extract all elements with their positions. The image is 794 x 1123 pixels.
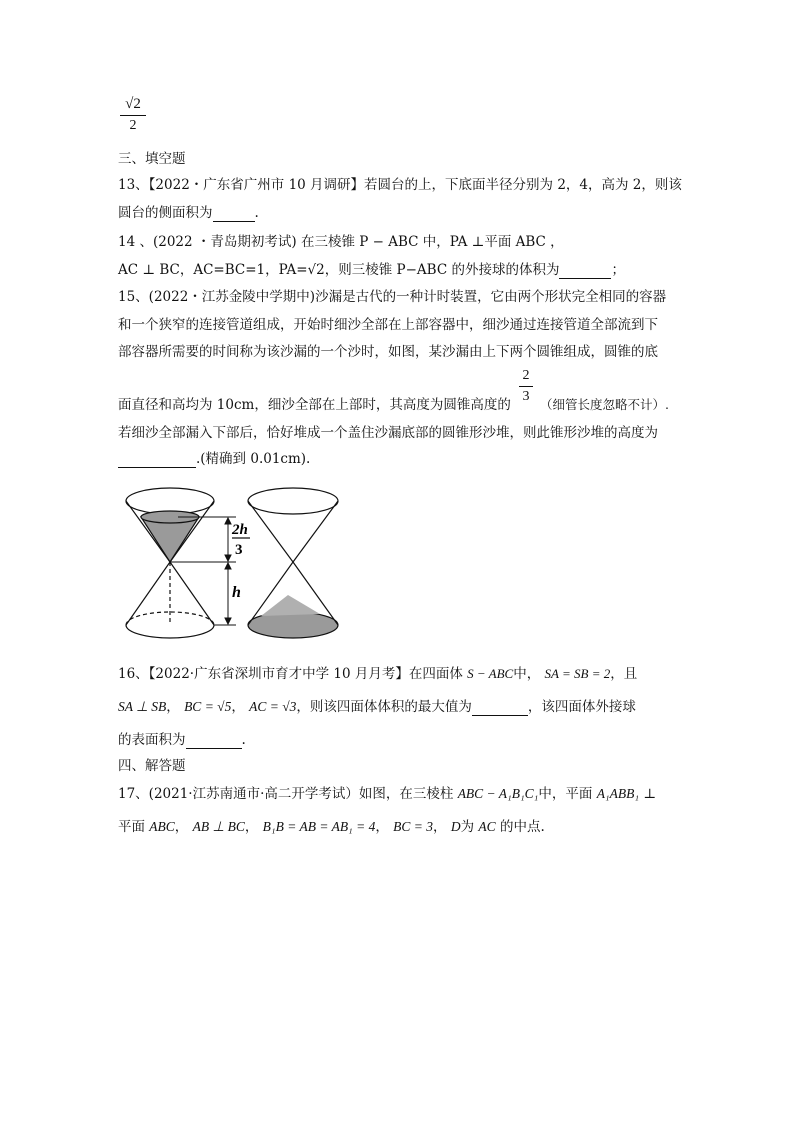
q13-answer-blank bbox=[213, 207, 255, 222]
q15-line5: 若细沙全部漏入下部后，恰好堆成一个盖住沙漏底部的圆锥形沙堆，则此锥形沙堆的高度为 bbox=[118, 425, 658, 441]
q17-line2-k: 为 bbox=[460, 819, 475, 835]
q17-line2-m: 的中点. bbox=[499, 819, 545, 835]
q15-fraction bbox=[519, 368, 533, 405]
q14-line2-suffix: ； bbox=[611, 262, 625, 278]
q15-frac-num: 2 bbox=[522, 368, 530, 383]
q17-line1-c: 中，平面 bbox=[538, 786, 593, 802]
q16-line3-suffix: . bbox=[241, 732, 246, 748]
q17-math-plane: A₁ABB₁ bbox=[596, 786, 640, 801]
q15-line6-suffix: .(精确到 0.01cm). bbox=[196, 451, 311, 467]
q17-math-lengths: B₁B = AB = AB₁ = 4 bbox=[262, 819, 376, 834]
q16-math-perp: SA ⊥ SB bbox=[118, 699, 167, 714]
top-fraction bbox=[120, 96, 146, 134]
q17-sep2: ， bbox=[244, 819, 259, 835]
q17-math-ab-bc: AB ⊥ BC bbox=[192, 819, 245, 834]
section4-title: 四、解答题 bbox=[118, 758, 186, 774]
q16-line2-g: ，该四面体外接球 bbox=[527, 699, 636, 715]
q16-line1-e: ，且 bbox=[610, 666, 638, 682]
label-h: h bbox=[232, 584, 241, 601]
q16-line1-a: 16、【2022·广东省深圳市育才中学 10 月月考】在四面体 bbox=[118, 666, 463, 682]
q15-answer-blank bbox=[118, 453, 196, 468]
hourglass-figure bbox=[118, 482, 358, 642]
upper-sand bbox=[141, 517, 199, 562]
q14-line1: 14 、(2022 ・青岛期初考试) 在三棱锥 P − ABC 中，PA ⊥平面 ABC ， bbox=[118, 234, 564, 250]
q15-line6 bbox=[118, 450, 310, 468]
q17-line2 bbox=[118, 818, 545, 836]
fraction-bar bbox=[120, 115, 146, 116]
q14-answer-blank bbox=[559, 264, 611, 279]
left-hourglass bbox=[126, 488, 214, 638]
q15-line3: 部容器所需要的时间称为该沙漏的一个沙时，如图，某沙漏由上下两个圆锥组成，圆锥的底 bbox=[118, 344, 658, 360]
q16-math-sa-sb: SA = SB = 2 bbox=[544, 666, 611, 681]
fraction-bar bbox=[519, 386, 533, 387]
q13-line1: 13、【2022・广东省广州市 10 月调研】若圆台的上，下底面半径分别为 2，4，高为 2，则该 bbox=[118, 177, 682, 193]
q16-answer-blank-1 bbox=[472, 701, 528, 716]
q16-answer-blank-2 bbox=[186, 734, 242, 749]
q14-line2 bbox=[118, 261, 625, 279]
q17-line1-a: 17、(2021·江苏南通市·高二开学考试）如图，在三棱柱 bbox=[118, 786, 454, 802]
q17-math-ac: AC bbox=[478, 819, 496, 834]
q17-sep1: ， bbox=[174, 819, 189, 835]
right-hourglass bbox=[248, 488, 338, 638]
top-fraction-numerator: √2 bbox=[125, 96, 141, 112]
q16-line3-prefix: 的表面积为 bbox=[118, 732, 186, 748]
q16-line2 bbox=[118, 698, 636, 716]
q15-line4-suffix: （细管长度忽略不计）. bbox=[540, 397, 669, 412]
q16-line1-c: 中， bbox=[513, 666, 541, 682]
q16-math-ac: AC = √3 bbox=[249, 699, 297, 714]
q15-frac-den: 3 bbox=[522, 389, 530, 404]
q17-line1 bbox=[118, 785, 656, 803]
q15-line1: 15、(2022・江苏金陵中学期中)沙漏是古代的一种计时装置，它由两个形状完全相同的容器 bbox=[118, 289, 667, 305]
q17-math-d: D bbox=[450, 819, 461, 834]
q16-sep1: ， bbox=[166, 699, 180, 715]
q17-math-abc: ABC bbox=[149, 819, 175, 834]
label-2h: 2h bbox=[232, 522, 248, 538]
lower-sand-pile bbox=[261, 595, 320, 616]
q17-sep4: ， bbox=[433, 819, 447, 835]
q13-line2-prefix: 圆台的侧面积为 bbox=[118, 205, 213, 221]
q17-math-bc3: BC = 3 bbox=[393, 819, 434, 834]
q17-math-prism: ABC − A₁B₁C₁ bbox=[457, 786, 539, 801]
section3-title: 三、填空题 bbox=[118, 151, 186, 167]
q17-line1-e: ⊥ bbox=[643, 786, 657, 802]
q17-sep3: ， bbox=[375, 819, 389, 835]
q15-line2: 和一个狭窄的连接管道组成，开始时细沙全部在上部容器中，细沙通过连接管道全部流到下 bbox=[118, 317, 658, 333]
q16-line1 bbox=[118, 665, 637, 683]
q16-math-bc: BC = √5 bbox=[184, 699, 232, 714]
q16-line2-f: ，则该四面体体积的最大值为 bbox=[296, 699, 472, 715]
q14-line2-prefix: AC ⊥ BC，AC=BC=1，PA=√2，则三棱锥 P−ABC 的外接球的体积为 bbox=[118, 262, 560, 278]
q16-sep2: ， bbox=[231, 699, 245, 715]
q15-line4-prefix: 面直径和高均为 10cm，细沙全部在上部时，其高度为圆锥高度的 bbox=[118, 397, 511, 413]
q13-line2-suffix: . bbox=[254, 205, 259, 221]
q16-line3 bbox=[118, 731, 246, 749]
q17-line2-a: 平面 bbox=[118, 819, 145, 835]
q13-line2 bbox=[118, 204, 259, 222]
top-fraction-denominator: 2 bbox=[129, 118, 137, 133]
label-3: 3 bbox=[235, 542, 243, 558]
q16-math-s-abc: S − ABC bbox=[467, 666, 514, 681]
